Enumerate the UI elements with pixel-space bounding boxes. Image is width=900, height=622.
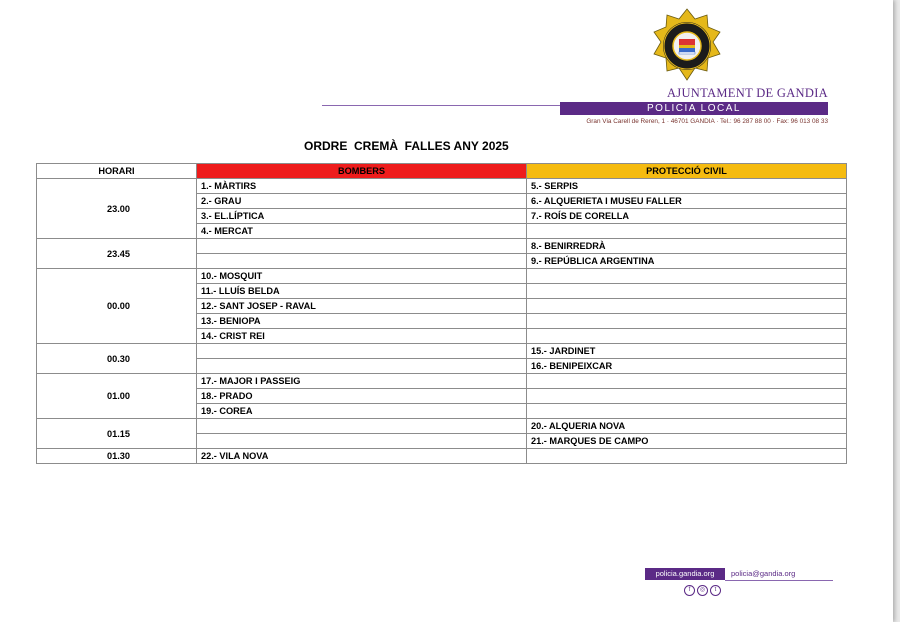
facebook-icon[interactable]: f xyxy=(684,585,695,596)
bombers-cell: 2.- GRAU xyxy=(197,194,527,209)
proteccio-civil-cell xyxy=(527,389,847,404)
bombers-cell: 3.- EL.LÍPTICA xyxy=(197,209,527,224)
proteccio-civil-cell: 20.- ALQUERIA NOVA xyxy=(527,419,847,434)
table-row xyxy=(37,344,847,359)
table-row xyxy=(37,239,847,254)
time-cell: 01.15 xyxy=(37,419,197,449)
bombers-cell: 17.- MAJOR I PASSEIG xyxy=(197,374,527,389)
proteccio-civil-cell: 7.- ROÍS DE CORELLA xyxy=(527,209,847,224)
proteccio-civil-cell: 8.- BENIRREDRÀ xyxy=(527,239,847,254)
time-cell: 00.30 xyxy=(37,344,197,374)
bombers-cell: 4.- MERCAT xyxy=(197,224,527,239)
bombers-cell: 12.- SANT JOSEP - RAVAL xyxy=(197,299,527,314)
proteccio-civil-cell xyxy=(527,269,847,284)
schedule-table xyxy=(36,163,847,464)
header-proteccio-civil: PROTECCIÓ CIVIL xyxy=(527,164,847,179)
header-horari: HORARI xyxy=(37,164,197,179)
email-link[interactable]: policia@gandia.org xyxy=(731,569,796,578)
proteccio-civil-cell: 9.- REPÚBLICA ARGENTINA xyxy=(527,254,847,269)
proteccio-civil-cell xyxy=(527,404,847,419)
proteccio-civil-cell: 5.- SERPIS xyxy=(527,179,847,194)
police-badge-logo xyxy=(651,8,723,84)
website-link[interactable]: policia.gandia.org xyxy=(645,568,725,580)
twitter-icon[interactable]: t xyxy=(710,585,721,596)
bombers-cell: 11.- LLUÍS BELDA xyxy=(197,284,527,299)
bombers-cell: 22.- VILA NOVA xyxy=(197,449,527,464)
proteccio-civil-cell: 15.- JARDINET xyxy=(527,344,847,359)
proteccio-civil-cell xyxy=(527,374,847,389)
proteccio-civil-cell xyxy=(527,299,847,314)
table-row xyxy=(37,449,847,464)
table-row xyxy=(37,419,847,434)
proteccio-civil-cell xyxy=(527,224,847,239)
proteccio-civil-cell xyxy=(527,449,847,464)
bombers-cell xyxy=(197,359,527,374)
org-name: AJUNTAMENT DE GANDIA xyxy=(666,86,828,100)
table-row xyxy=(37,374,847,389)
bombers-cell xyxy=(197,344,527,359)
table-header-row xyxy=(37,164,847,179)
bombers-cell: 14.- CRIST REI xyxy=(197,329,527,344)
header-bombers: BOMBERS xyxy=(197,164,527,179)
bombers-cell: 10.- MOSQUIT xyxy=(197,269,527,284)
proteccio-civil-cell: 6.- ALQUERIETA I MUSEU FALLER xyxy=(527,194,847,209)
social-icons xyxy=(684,585,721,596)
department-bar: POLICIA LOCAL xyxy=(560,102,828,115)
proteccio-civil-cell xyxy=(527,314,847,329)
document-title: ORDRE CREMÀ FALLES ANY 2025 xyxy=(304,139,509,153)
proteccio-civil-cell: 16.- BENIPEIXCAR xyxy=(527,359,847,374)
time-cell: 01.00 xyxy=(37,374,197,419)
proteccio-civil-cell: 21.- MARQUES DE CAMPO xyxy=(527,434,847,449)
address-line: Gran Via Carell de Reren, 1 · 46701 GANDIA · Tel.: 96 287 88 00 · Fax: 96 013 08 33 xyxy=(586,118,828,125)
bombers-cell xyxy=(197,254,527,269)
bombers-cell: 19.- COREA xyxy=(197,404,527,419)
time-cell: 01.30 xyxy=(37,449,197,464)
time-cell: 23.45 xyxy=(37,239,197,269)
bombers-cell xyxy=(197,419,527,434)
bombers-cell: 13.- BENIOPA xyxy=(197,314,527,329)
header-divider xyxy=(322,105,560,106)
time-cell: 23.00 xyxy=(37,179,197,239)
bombers-cell: 1.- MÀRTIRS xyxy=(197,179,527,194)
bombers-cell xyxy=(197,434,527,449)
bombers-cell xyxy=(197,239,527,254)
table-row xyxy=(37,269,847,284)
bombers-cell: 18.- PRADO xyxy=(197,389,527,404)
proteccio-civil-cell xyxy=(527,329,847,344)
instagram-icon[interactable]: ◎ xyxy=(697,585,708,596)
footer-divider xyxy=(725,580,833,581)
time-cell: 00.00 xyxy=(37,269,197,344)
proteccio-civil-cell xyxy=(527,284,847,299)
table-row xyxy=(37,179,847,194)
